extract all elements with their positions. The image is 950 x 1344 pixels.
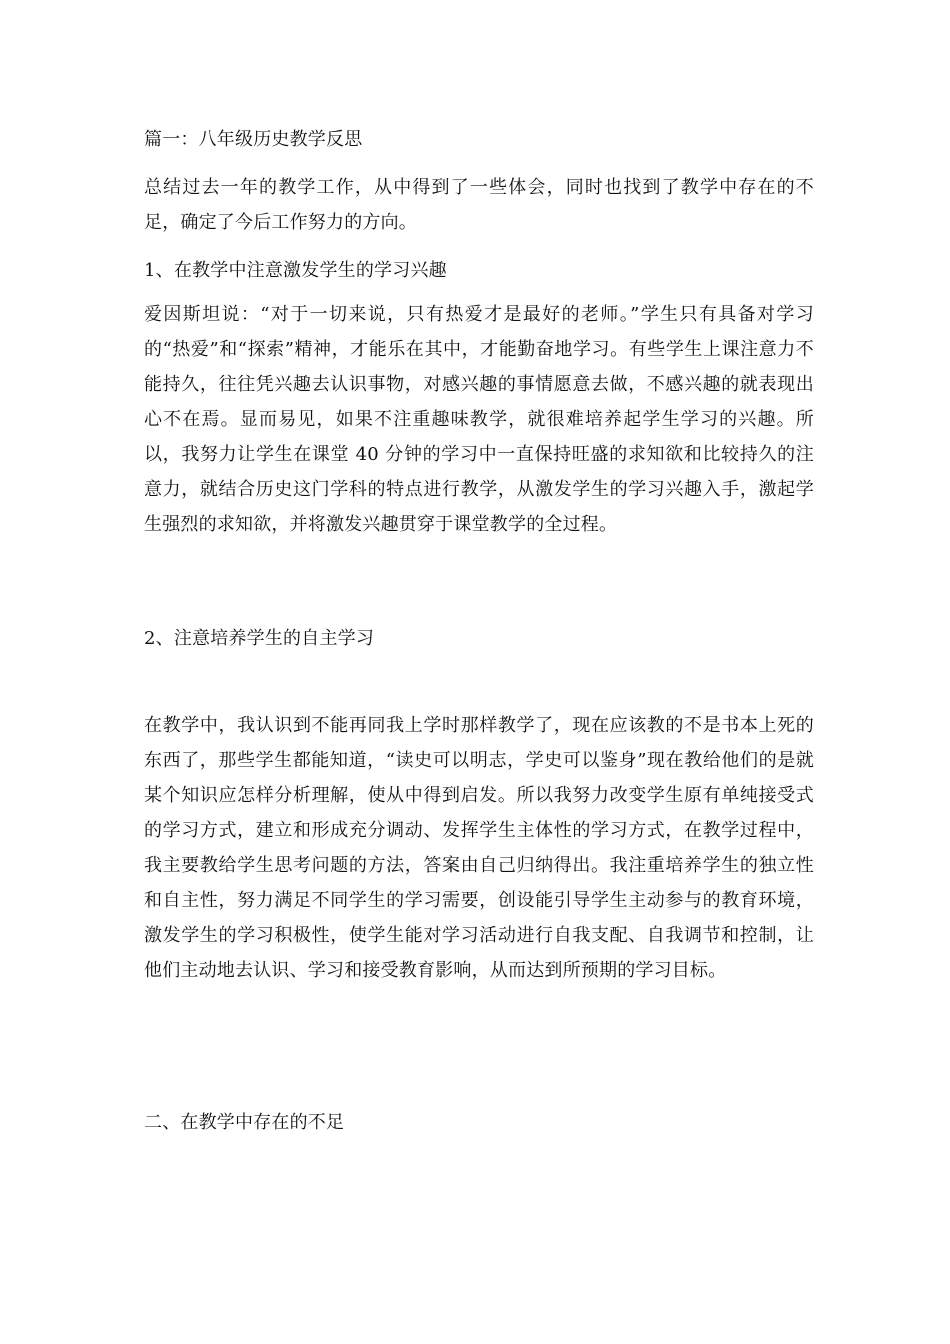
section-3-heading: 二、在教学中存在的不足	[144, 1112, 345, 1133]
section-1-heading: 1、在教学中注意激发学生的学习兴趣	[144, 260, 447, 281]
intro-paragraph: 总结过去一年的教学工作，从中得到了一些体会，同时也找到了教学中存在的不足，确定了今后工作努力的方向。	[144, 177, 814, 233]
page-title: 篇一：八年级历史教学反思	[144, 129, 363, 150]
section-2-paragraph: 在教学中，我认识到不能再同我上学时那样教学了，现在应该教的不是书本上死的东西了，那些学生都能知道，“读史可以明志，学史可以鉴身”现在教给他们的是就某个知识应怎样分析理解，使从中得到启发。所以我努力改变学生原有单纯接受式的学习方式，建立和形成充分调动、发挥学生主体性的学习方式，在教学过程中，我主要教给学生思考问题的方法，答案由自己归纳得出。我注重培养学生的独立性和自主性，努力满足不同学生的学习需要，创设能引导学生主动参与的教育环境，激发学生的学习积极性，使学生能对学习活动进行自我支配、自我调节和控制，让他们主动地去认识、学习和接受教育影响，从而达到所预期的学习目标。	[144, 715, 814, 981]
section-1-paragraph: 爱因斯坦说：“对于一切来说，只有热爱才是最好的老师。”学生只有具备对学习的“热爱”和“探索”精神，才能乐在其中，才能勤奋地学习。有些学生上课注意力不能持久，往往凭兴趣去认识事物，对感兴趣的事情愿意去做，不感兴趣的就表现出心不在焉。显而易见，如果不注重趣味教学，就很难培养起学生学习的兴趣。所以，我努力让学生在课堂 40 分钟的学习中一直保持旺盛的求知欲和比较持久的注意力，就结合历史这门学科的特点进行教学，从激发学生的学习兴趣入手，激起学生强烈的求知欲，并将激发兴趣贯穿于课堂教学的全过程。	[144, 304, 814, 535]
section-2-heading: 2、注意培养学生的自主学习	[144, 628, 375, 649]
